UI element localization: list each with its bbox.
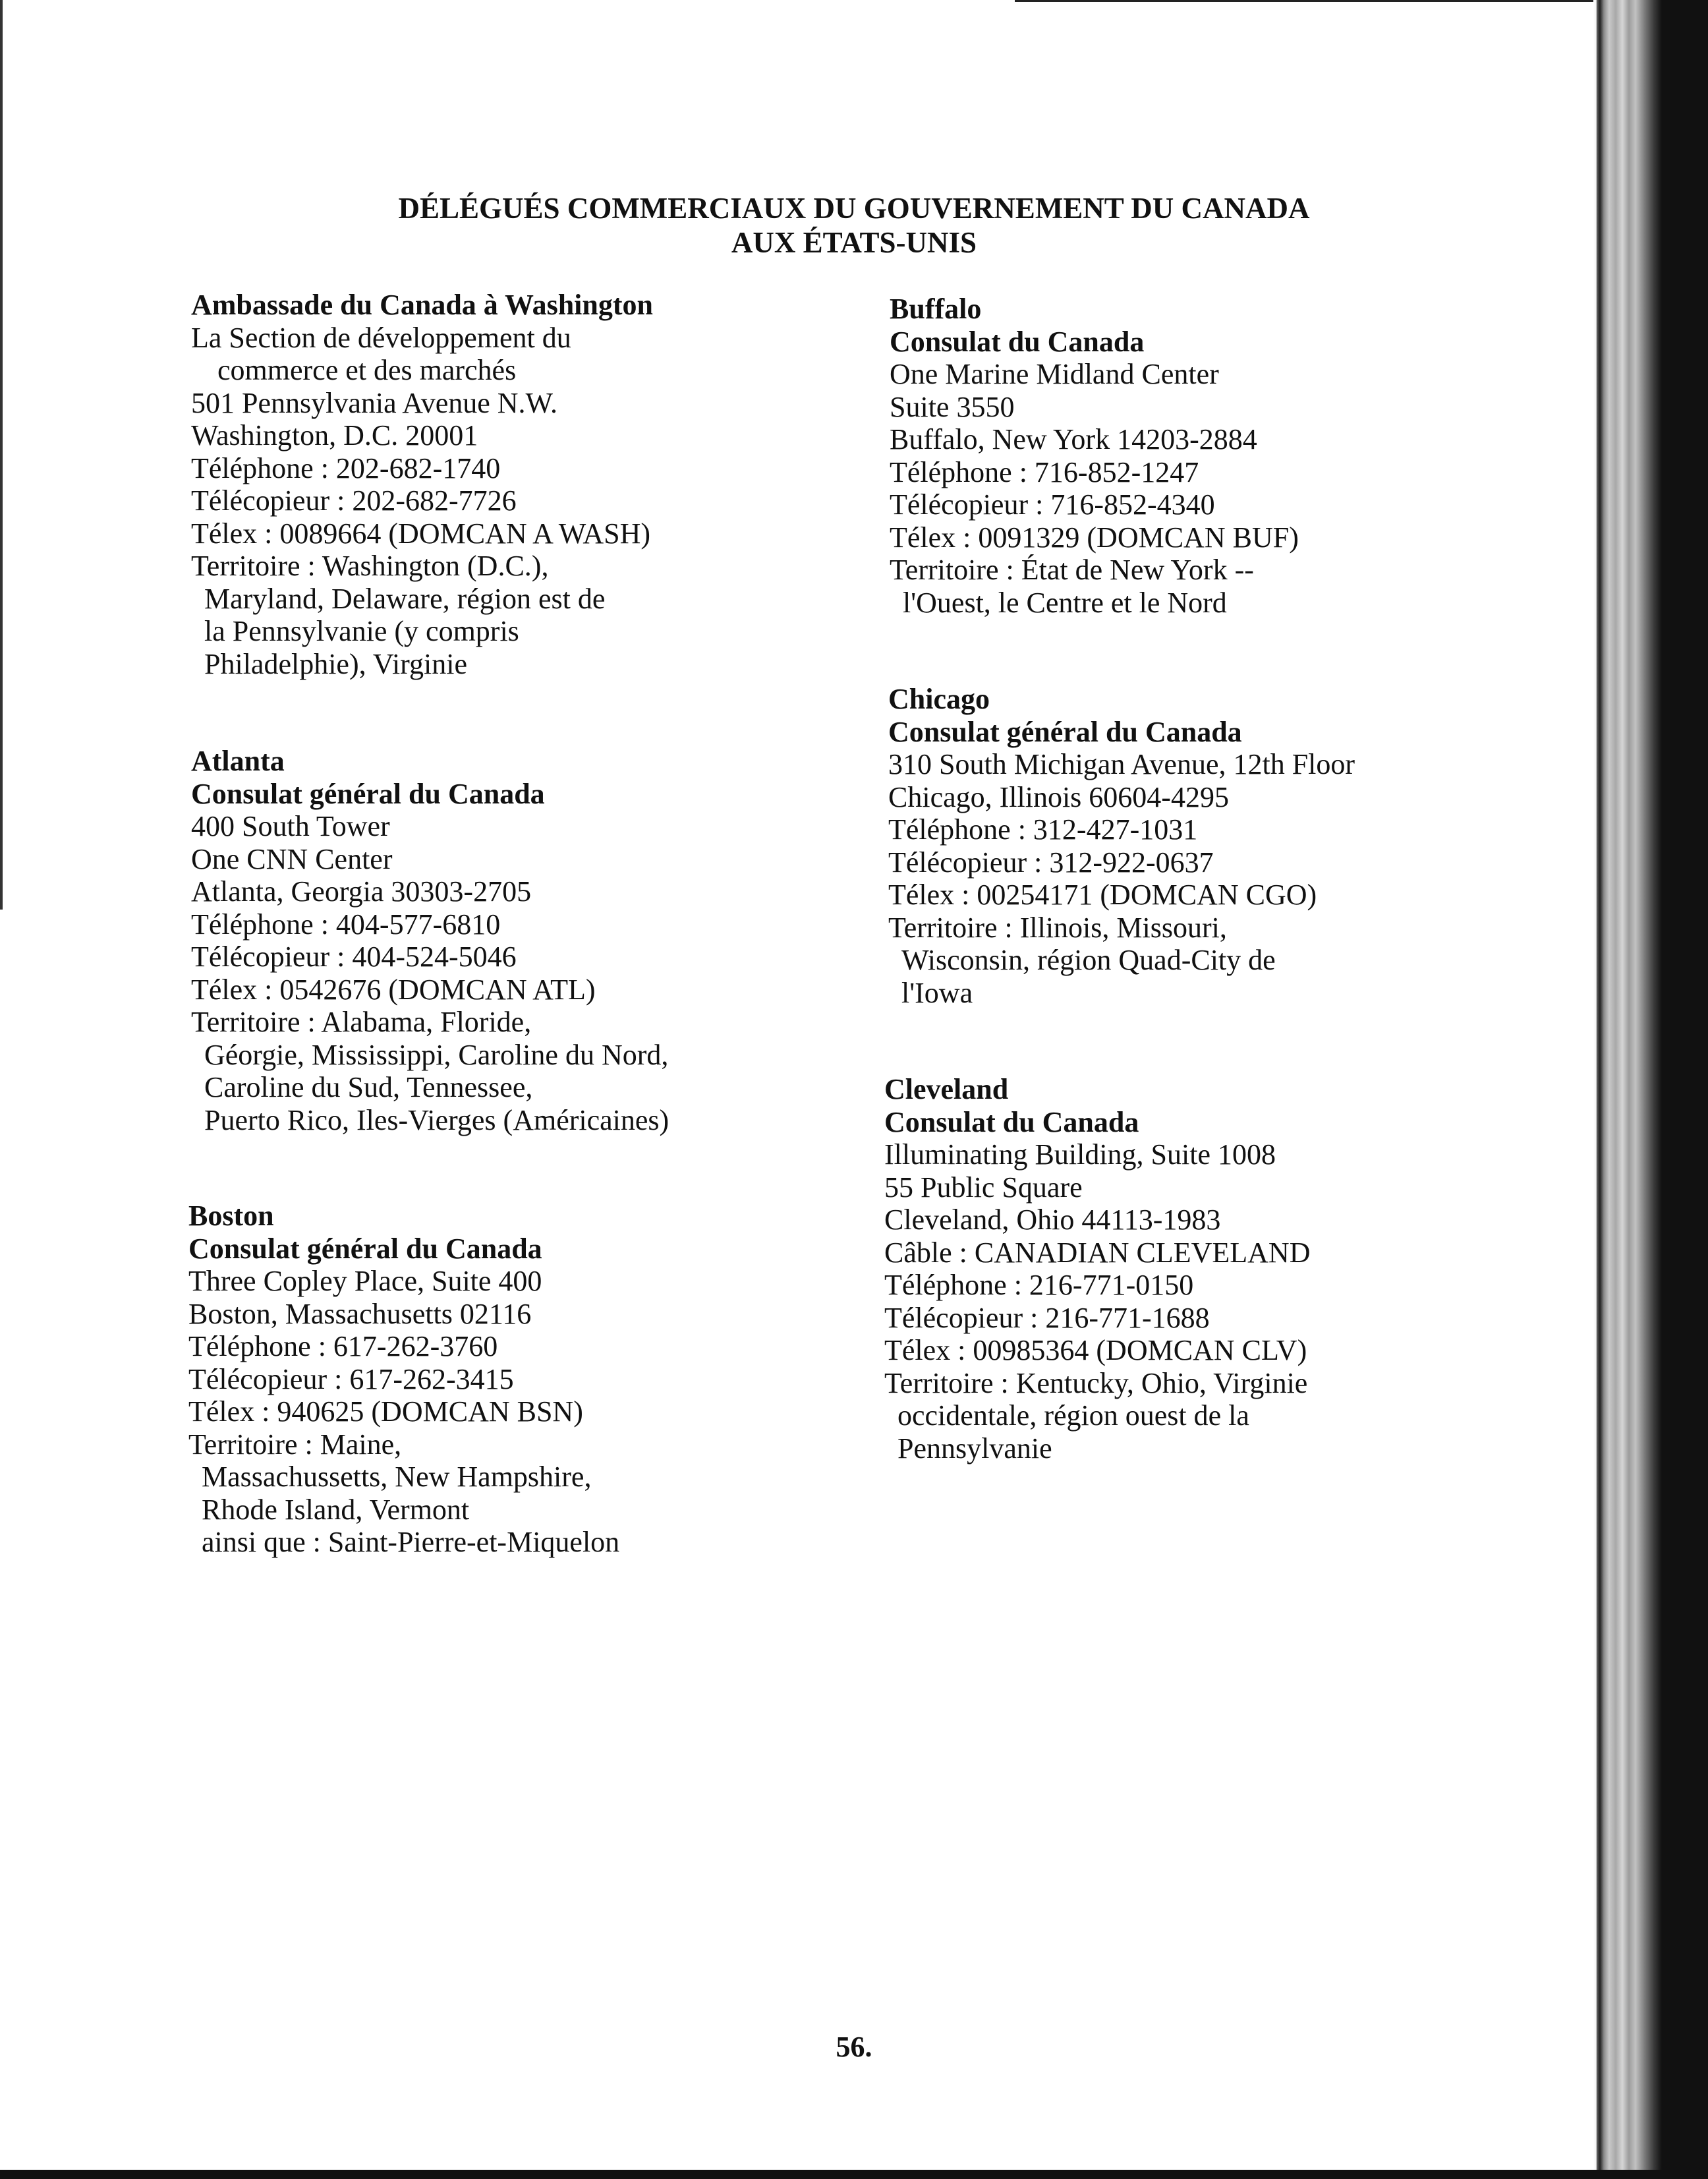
entry-line: Three Copley Place, Suite 400 — [188, 1265, 542, 1297]
entry-line: One Marine Midland Center — [890, 358, 1219, 390]
entry-cleveland — [884, 1073, 1310, 1465]
entry-line: Territoire : Kentucky, Ohio, Virginie — [884, 1366, 1308, 1399]
entry-office: Consulat du Canada — [890, 325, 1145, 358]
entry-line: commerce et des marchés — [217, 354, 517, 386]
entry-office: Consulat du Canada — [884, 1105, 1139, 1138]
entry-line: Suite 3550 — [890, 390, 1015, 423]
entry-line: Wisconsin, région Quad-City de — [901, 944, 1276, 976]
entry-line: Buffalo, New York 14203-2884 — [890, 423, 1257, 455]
entry-line: Téléphone : 404-577-6810 — [191, 908, 501, 941]
entry-line: Philadelphie), Virginie — [204, 647, 468, 680]
entry-line: Télex : 940625 (DOMCAN BSN) — [188, 1395, 583, 1428]
scan-edge-left — [0, 0, 3, 910]
entry-line: l'Ouest, le Centre et le Nord — [903, 586, 1227, 619]
entry-line: 310 South Michigan Avenue, 12th Floor — [888, 748, 1355, 780]
entry-city: Atlanta — [191, 745, 285, 777]
entry-line: ainsi que : Saint-Pierre-et-Miquelon — [202, 1526, 620, 1558]
entry-chicago — [888, 683, 1355, 1009]
entry-line: La Section de développement du — [191, 321, 571, 354]
title-line-1: DÉLÉGUÉS COMMERCIAUX DU GOUVERNEMENT DU CANADA — [398, 192, 1310, 225]
page-title — [0, 191, 1708, 260]
entry-line: Massachussetts, New Hampshire, — [202, 1461, 592, 1493]
entry-office: Consulat général du Canada — [191, 777, 545, 810]
entry-line: Téléphone : 202-682-1740 — [191, 451, 501, 484]
entry-office: Consulat général du Canada — [188, 1232, 542, 1265]
entry-line: Cleveland, Ohio 44113-1983 — [884, 1204, 1221, 1236]
entry-line: 400 South Tower — [191, 810, 390, 842]
entry-city: Chicago — [888, 683, 990, 715]
entry-line: 55 Public Square — [884, 1171, 1083, 1204]
entry-line: Télécopieur : 202-682-7726 — [191, 484, 517, 517]
entry-line: l'Iowa — [901, 976, 973, 1009]
entry-line: Territoire : État de New York -- — [890, 554, 1254, 586]
entry-washington — [191, 289, 653, 680]
entry-line: Télécopieur : 216-771-1688 — [884, 1301, 1210, 1334]
title-line-2: AUX ÉTATS-UNIS — [731, 226, 977, 259]
entry-line: Télex : 0091329 (DOMCAN BUF) — [890, 521, 1299, 554]
entry-line: Pennsylvanie — [897, 1432, 1052, 1465]
entry-line: Téléphone : 716-852-1247 — [890, 455, 1199, 488]
entry-atlanta — [191, 745, 669, 1136]
entry-line: Puerto Rico, Iles-Vierges (Américaines) — [204, 1103, 669, 1136]
entry-line: Territoire : Washington (D.C.), — [191, 550, 549, 582]
entry-line: Téléphone : 617-262-3760 — [188, 1330, 498, 1362]
entry-line: Télécopieur : 312-922-0637 — [888, 846, 1214, 879]
entry-line: Territoire : Illinois, Missouri, — [888, 911, 1227, 944]
entry-line: Chicago, Illinois 60604-4295 — [888, 780, 1229, 813]
entry-line: Géorgie, Mississippi, Caroline du Nord, — [204, 1038, 669, 1071]
entry-line: Maryland, Delaware, région est de — [204, 582, 606, 615]
entry-line: 501 Pennsylvania Avenue N.W. — [191, 386, 558, 419]
entry-buffalo — [890, 293, 1299, 619]
entry-line: Illuminating Building, Suite 1008 — [884, 1138, 1276, 1171]
entry-line: Télex : 0542676 (DOMCAN ATL) — [191, 973, 596, 1006]
entry-line: Washington, D.C. 20001 — [191, 419, 478, 451]
entry-heading: Ambassade du Canada à Washington — [191, 289, 653, 321]
entry-line: One CNN Center — [191, 842, 393, 875]
entry-line: Territoire : Alabama, Floride, — [191, 1006, 532, 1038]
entry-line: Télécopieur : 404-524-5046 — [191, 941, 517, 973]
book-binding-edge — [1593, 0, 1708, 2170]
entry-line: Atlanta, Georgia 30303-2705 — [191, 875, 532, 908]
scan-edge-bottom — [0, 2170, 1708, 2179]
entry-line: Télécopieur : 617-262-3415 — [188, 1362, 514, 1395]
entry-city: Boston — [188, 1200, 274, 1232]
entry-line: Territoire : Maine, — [188, 1428, 402, 1461]
entry-boston — [188, 1200, 619, 1559]
entry-line: Téléphone : 312-427-1031 — [888, 813, 1198, 846]
entry-line: Rhode Island, Vermont — [202, 1493, 470, 1526]
entry-city: Cleveland — [884, 1073, 1009, 1105]
entry-line: Télex : 00985364 (DOMCAN CLV) — [884, 1334, 1307, 1366]
entry-line: Télex : 0089664 (DOMCAN A WASH) — [191, 517, 651, 550]
page-number: 56. — [836, 2031, 872, 2063]
entry-city: Buffalo — [890, 293, 982, 325]
entry-line: occidentale, région ouest de la — [897, 1399, 1249, 1432]
entry-line: Télécopieur : 716-852-4340 — [890, 488, 1215, 521]
entry-line: Boston, Massachusetts 02116 — [188, 1297, 532, 1330]
entry-office: Consulat général du Canada — [888, 715, 1242, 748]
entry-line: Télex : 00254171 (DOMCAN CGO) — [888, 879, 1317, 911]
entry-line: Téléphone : 216-771-0150 — [884, 1269, 1194, 1301]
entry-line: Câble : CANADIAN CLEVELAND — [884, 1236, 1311, 1269]
entry-line: Caroline du Sud, Tennessee, — [204, 1071, 533, 1103]
entry-line: la Pennsylvanie (y compris — [204, 615, 519, 647]
